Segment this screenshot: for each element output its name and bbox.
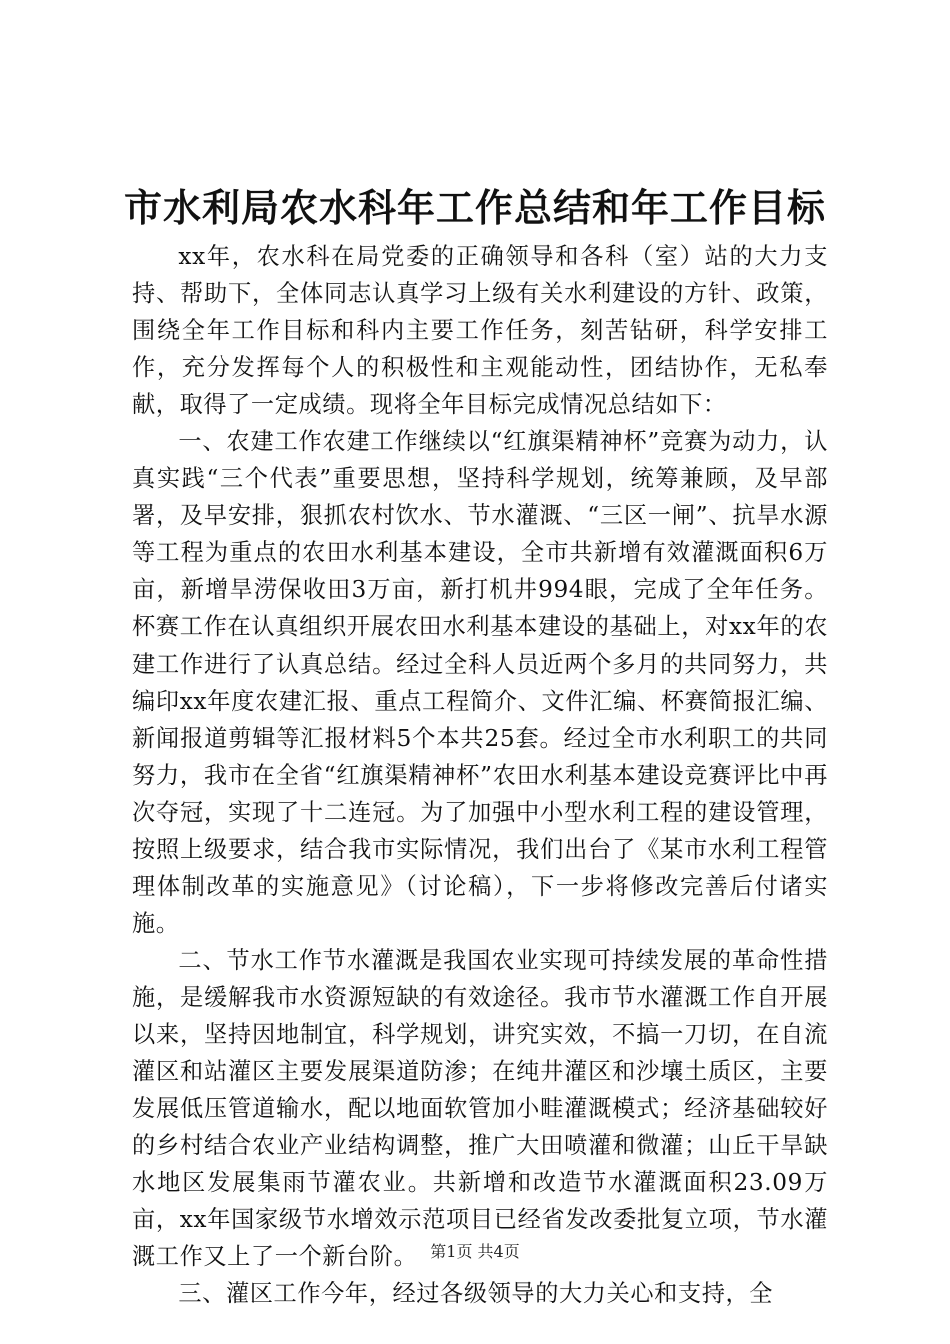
document-body	[132, 238, 828, 1312]
page-title: 市水利局农水科年工作总结和年工作目标	[123, 185, 826, 230]
paragraph-section-1: 一、农建工作农建工作继续以“红旗渠精神杯”竞赛为动力，认真实践“三个代表”重要思想，坚持科学规划，统筹兼顾，及早部署，及早安排，狠抓农村饮水、节水灌溉、“三区一闸”、抗旱水源等工程为重点的农田水利基本建设，全市共新增有效灌溉面积6万亩，新增旱涝保收田3万亩，新打机井994眼，完成了全年任务。杯赛工作在认真组织开展农田水利基本建设的基础上，对xx年的农建工作进行了认真总结。经过全科人员近两个多月的共同努力，共编印xx年度农建汇报、重点工程简介、文件汇编、杯赛简报汇编、新闻报道剪辑等汇报材料5个本共25套。经过全市水利职工的共同努力，我市在全省“红旗渠精神杯”农田水利基本建设竞赛评比中再次夺冠，实现了十二连冠。为了加强中小型水利工程的建设管理，按照上级要求，结合我市实际情况，我们出台了《某市水利工程管理体制改革的实施意见》（讨论稿），下一步将修改完善后付诸实施。	[132, 428, 828, 937]
page-number: 第1页 共4页	[430, 1242, 520, 1261]
paragraph-section-2: 二、节水工作节水灌溉是我国农业实现可持续发展的革命性措施，是缓解我市水资源短缺的有效途径。我市节水灌溉工作自开展以来，坚持因地制宜，科学规划，讲究实效，不搞一刀切，在自流灌区和站灌区主要发展渠道防渗；在纯井灌区和沙壤土质区，主要发展低压管道输水，配以地面软管加小畦灌溉模式；经济基础较好的乡村结合农业产业结构调整，推广大田喷灌和微灌；山丘干旱缺水地区发展集雨节灌农业。共新增和改造节水灌溉面积23.09万亩，xx年国家级节水增效示范项目已经省发改委批复立项，节水灌溉工作又上了一个新台阶。	[132, 946, 828, 1271]
paragraph-section-3: 三、灌区工作今年，经过各级领导的大力关心和支持，全	[178, 1280, 774, 1308]
page-footer	[0, 1240, 950, 1264]
paragraph-intro: xx年，农水科在局党委的正确领导和各科（室）站的大力支持、帮助下，全体同志认真学习上级有关水利建设的方针、政策，围绕全年工作目标和科内主要工作任务，刻苦钻研，科学安排工作，充分发挥每个人的积极性和主观能动性，团结协作，无私奉献，取得了一定成绩。现将全年目标完成情况总结如下：	[132, 243, 828, 419]
